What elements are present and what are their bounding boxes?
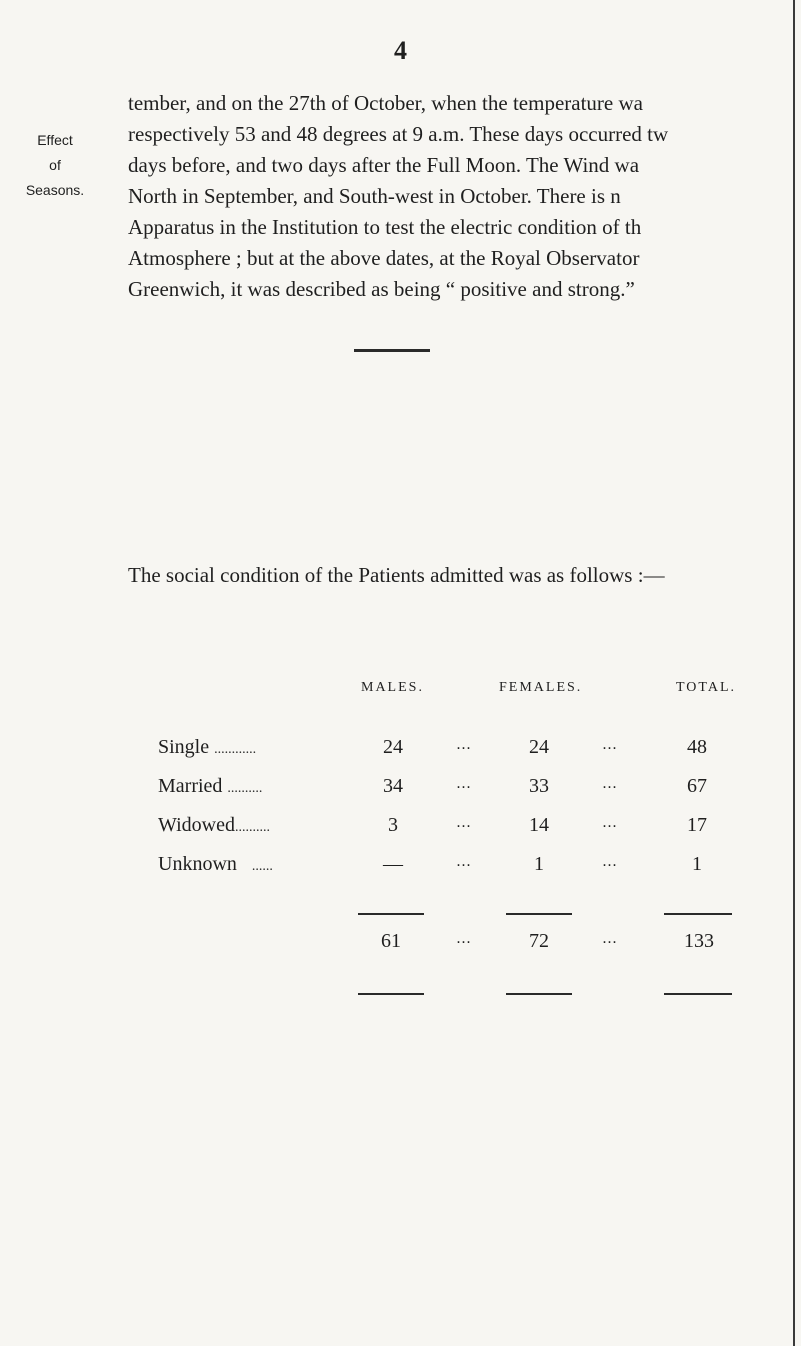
paragraph-line: North in September, and South-west in October. There is n bbox=[128, 184, 621, 208]
sum-rule-males-bottom bbox=[358, 993, 424, 995]
females-value: 33 bbox=[529, 775, 549, 797]
row-label: Unknown ...... bbox=[158, 853, 273, 875]
total-value: 17 bbox=[687, 814, 707, 836]
row-label: Married .......... bbox=[158, 775, 263, 797]
dot-leader: ... bbox=[602, 930, 618, 947]
females-value: 24 bbox=[529, 736, 549, 758]
males-value: — bbox=[383, 853, 403, 875]
males-value: 24 bbox=[383, 736, 403, 758]
sum-rule-total-bottom bbox=[664, 993, 732, 995]
paragraph-line: Apparatus in the Institution to test the electric condition of th bbox=[128, 215, 642, 239]
paragraph-line: Greenwich, it was described as being “ positive and strong.” bbox=[128, 277, 635, 301]
paragraph-line: respectively 53 and 48 degrees at 9 a.m. These days occurred tw bbox=[128, 122, 669, 146]
sum-rule-females-bottom bbox=[506, 993, 572, 995]
section-divider bbox=[354, 349, 430, 352]
table-row bbox=[0, 775, 801, 805]
dot-leader: ... bbox=[602, 814, 618, 831]
header-males: MALES. bbox=[361, 680, 424, 695]
table-intro: The social condition of the Patients admitted was as follows :— bbox=[128, 563, 665, 587]
margin-note-line: of bbox=[49, 157, 61, 173]
dot-leader: ... bbox=[456, 814, 472, 831]
dot-leader: ... bbox=[456, 775, 472, 792]
females-total: 72 bbox=[529, 930, 549, 952]
header-females: FEMALES. bbox=[499, 680, 583, 695]
grand-total: 133 bbox=[684, 930, 714, 952]
row-label: Widowed.......... bbox=[158, 814, 270, 836]
dot-leader: ... bbox=[602, 736, 618, 753]
sum-rule-males bbox=[358, 913, 424, 915]
sum-rule-females bbox=[506, 913, 572, 915]
sum-rule-total bbox=[664, 913, 732, 915]
page-number: 4 bbox=[394, 36, 407, 65]
total-value: 67 bbox=[687, 775, 707, 797]
table-row bbox=[0, 814, 801, 844]
header-total: TOTAL. bbox=[676, 680, 737, 695]
dot-leader: ... bbox=[456, 736, 472, 753]
dot-leader: ... bbox=[456, 853, 472, 870]
totals-row bbox=[0, 930, 801, 960]
table-row bbox=[0, 853, 801, 883]
paragraph-line: days before, and two days after the Full Moon. The Wind wa bbox=[128, 153, 640, 177]
total-value: 1 bbox=[692, 853, 702, 875]
total-value: 48 bbox=[687, 736, 707, 758]
dot-leader: ... bbox=[602, 853, 618, 870]
margin-note-line: Effect bbox=[37, 132, 73, 148]
males-value: 34 bbox=[383, 775, 403, 797]
margin-note-line: Seasons. bbox=[25, 182, 85, 198]
dot-leader: ... bbox=[456, 930, 472, 947]
paragraph-line: tember, and on the 27th of October, when the temperature wa bbox=[128, 91, 643, 115]
row-label: Single ............ bbox=[158, 736, 257, 758]
body-paragraph bbox=[128, 88, 793, 305]
males-value: 3 bbox=[388, 814, 398, 836]
dot-leader: ... bbox=[602, 775, 618, 792]
margin-note bbox=[22, 128, 88, 203]
table-row bbox=[0, 736, 801, 766]
paragraph-line: Atmosphere ; but at the above dates, at the Royal Observator bbox=[128, 246, 640, 270]
females-value: 1 bbox=[534, 853, 544, 875]
males-total: 61 bbox=[381, 930, 401, 952]
females-value: 14 bbox=[529, 814, 549, 836]
page-edge bbox=[793, 0, 795, 1346]
